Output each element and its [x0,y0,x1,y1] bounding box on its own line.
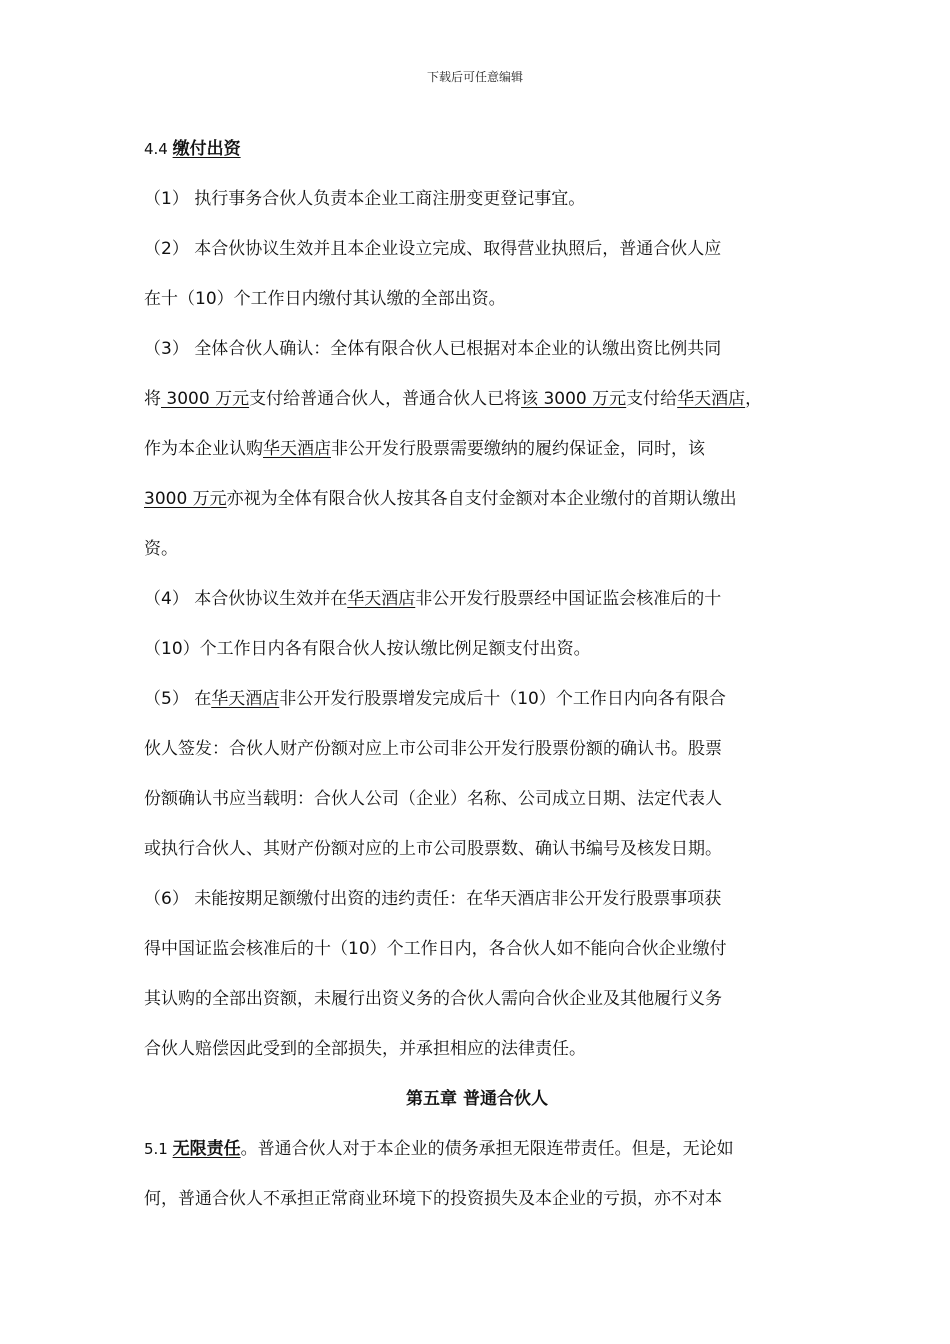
paragraph-3-line-2 [144,374,810,424]
text: 非公开发行股票经中国证监会核准后的十 [415,589,722,609]
text: 支付给普通合伙人，普通合伙人已将 [249,389,522,409]
company-name: 华天酒店 [263,439,331,459]
section-number: 5.1 [144,1140,173,1158]
paragraph-6-line-4: 合伙人赔偿因此受到的全部损失，并承担相应的法律责任。 [144,1039,586,1059]
section-title: 缴付出资 [172,139,241,159]
amount: 3000 万元 [144,489,227,509]
paragraph-2-line-1: （2） 本合伙协议生效并且本企业设立完成、取得营业执照后，普通合伙人应 [144,239,722,259]
text: ， [745,389,763,409]
paragraph-5-line-3: 份额确认书应当载明：合伙人公司（企业）名称、公司成立日期、法定代表人 [144,789,722,809]
text: 作为本企业认购 [144,439,263,459]
chapter-heading: 第五章 普通合伙人 [406,1089,548,1109]
paragraph-5-line-1 [144,674,810,724]
paragraph-6-line-2: 得中国证监会核准后的十（10）个工作日内，各合伙人如不能向合伙企业缴付 [144,939,727,959]
section-title: 无限责任 [172,1139,241,1159]
company-name: 华天酒店 [677,389,746,409]
paragraph-5-line-4: 或执行合伙人、其财产份额对应的上市公司股票数、确认书编号及核发日期。 [144,839,722,859]
paragraph-3-line-4 [144,474,810,524]
company-name: 华天酒店 [211,689,280,709]
paragraph-3-line-5: 资。 [144,539,178,559]
text: 将 [144,389,161,409]
paragraph-5-line-2: 伙人签发：合伙人财产份额对应上市公司非公开发行股票份额的确认书。股票 [144,739,722,759]
paragraph-6-line-1: （6） 未能按期足额缴付出资的违约责任：在华天酒店非公开发行股票事项获 [144,889,722,909]
amount: 该 3000 万元 [521,389,627,409]
text: 支付给 [626,389,678,409]
section-number: 4.4 [144,140,173,158]
text: 非公开发行股票需要缴纳的履约保证金，同时，该 [331,439,705,459]
paragraph-1: （1） 执行事务合伙人负责本企业工商注册变更登记事宜。 [144,189,586,209]
page-header: 下载后可任意编辑 [426,70,523,84]
section-5-1-line-2: 何，普通合伙人不承担正常商业环境下的投资损失及本企业的亏损，亦不对本 [144,1189,722,1209]
text: 非公开发行股票增发完成后十（10）个工作日内向各有限合 [279,689,726,709]
text: 。普通合伙人对于本企业的债务承担无限连带责任。但是，无论如 [240,1139,734,1159]
paragraph-3-line-1: （3） 全体合伙人确认：全体有限合伙人已根据对本企业的认缴出资比例共同 [144,339,722,359]
section-4-4-heading [144,124,810,174]
amount: 3000 万元 [161,389,250,409]
section-5-1-line-1 [144,1124,810,1174]
paragraph-4-line-2: （10）个工作日内各有限合伙人按认缴比例足额支付出资。 [144,639,591,659]
paragraph-2-line-2: 在十（10）个工作日内缴付其认缴的全部出资。 [144,289,506,309]
text: （5） 在 [144,689,212,709]
text: 亦视为全体有限合伙人按其各自支付金额对本企业缴付的首期认缴出 [226,489,737,509]
company-name: 华天酒店 [347,589,416,609]
paragraph-6-line-3: 其认购的全部出资额，未履行出资义务的合伙人需向合伙企业及其他履行义务 [144,989,722,1009]
text: （4） 本合伙协议生效并在 [144,589,348,609]
paragraph-4-line-1 [144,574,810,624]
paragraph-3-line-3 [144,424,810,474]
document-body [144,124,810,1224]
